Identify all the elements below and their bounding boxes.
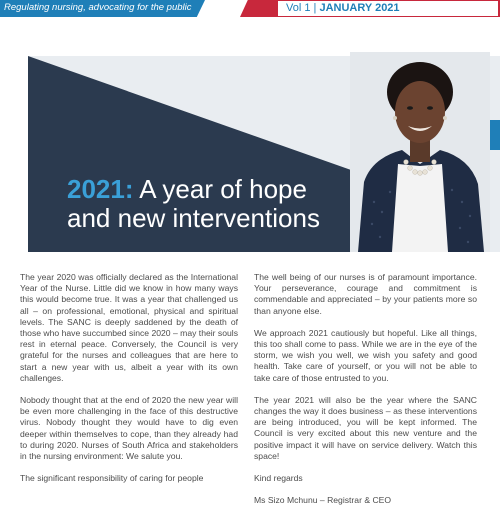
body-paragraph: The significant responsibility of caring for people <box>20 473 204 484</box>
hero-title-line2: and new interventions <box>67 203 320 233</box>
hero-title-year: 2021: <box>67 174 134 204</box>
portrait-image <box>350 52 490 252</box>
hero-section <box>0 18 500 256</box>
closing-line: Kind regards <box>254 473 303 484</box>
tagline-text: Regulating nursing, advocating for the public <box>4 2 192 13</box>
body-paragraph: The well being of our nurses is of paramount importance. Your perseverance, courage and commitment is commendable and appreciated – by your patients more so than anyone else. <box>254 272 477 316</box>
issue-info <box>286 2 400 14</box>
signature-line: Ms Sizo Mchunu – Registrar & CEO <box>254 495 392 506</box>
ceo-portrait <box>350 52 490 252</box>
body-paragraph: We approach 2021 cautiously but hopeful. Like all things, this too shall come to pass. While we are in the eye of the storm, we wish you well, we wish you safety and good health. Take care of yourself, or you will not be able to take care of those entrusted to you. <box>254 327 477 383</box>
issue-date: JANUARY 2021 <box>319 2 400 14</box>
header-strip <box>0 0 500 18</box>
body-paragraph: The year 2020 was officially declared as the International Year of the Nurse. Little did we know in how many ways this would become true. It was a year that challenged us all – on professional, emotional, physical and spiritual levels. The SANC is deeply saddened by the death of those who have succumbed since 2020 – may their souls rest in eternal peace. Conversely, the Council is very grateful for the nurses and colleagues that are here to start a new year with us, albeit a year with its own challenges. <box>20 272 238 383</box>
body-paragraph: Nobody thought that at the end of 2020 the new year will be even more challenging in the face of this destructive virus. Nobody thought they would have to dig even deeper within themselves to cope, than they already had to during 2020. Nurses of South Africa and stakeholders in the nursing environment: We salute you. <box>20 395 238 462</box>
hero-title-line1: A year of hope <box>133 174 307 204</box>
body-paragraph: The year 2021 will also be the year where the SANC changes the way it does business – as these interventions are being introduced, you will be kept informed. The Council is very excited about this new venture and the positive impact it will have on service delivery. Watch this space! <box>254 394 477 461</box>
volume-number: Vol 1 | <box>286 2 317 14</box>
hero-title <box>67 175 320 233</box>
right-column <box>254 272 477 517</box>
left-column <box>20 272 238 495</box>
